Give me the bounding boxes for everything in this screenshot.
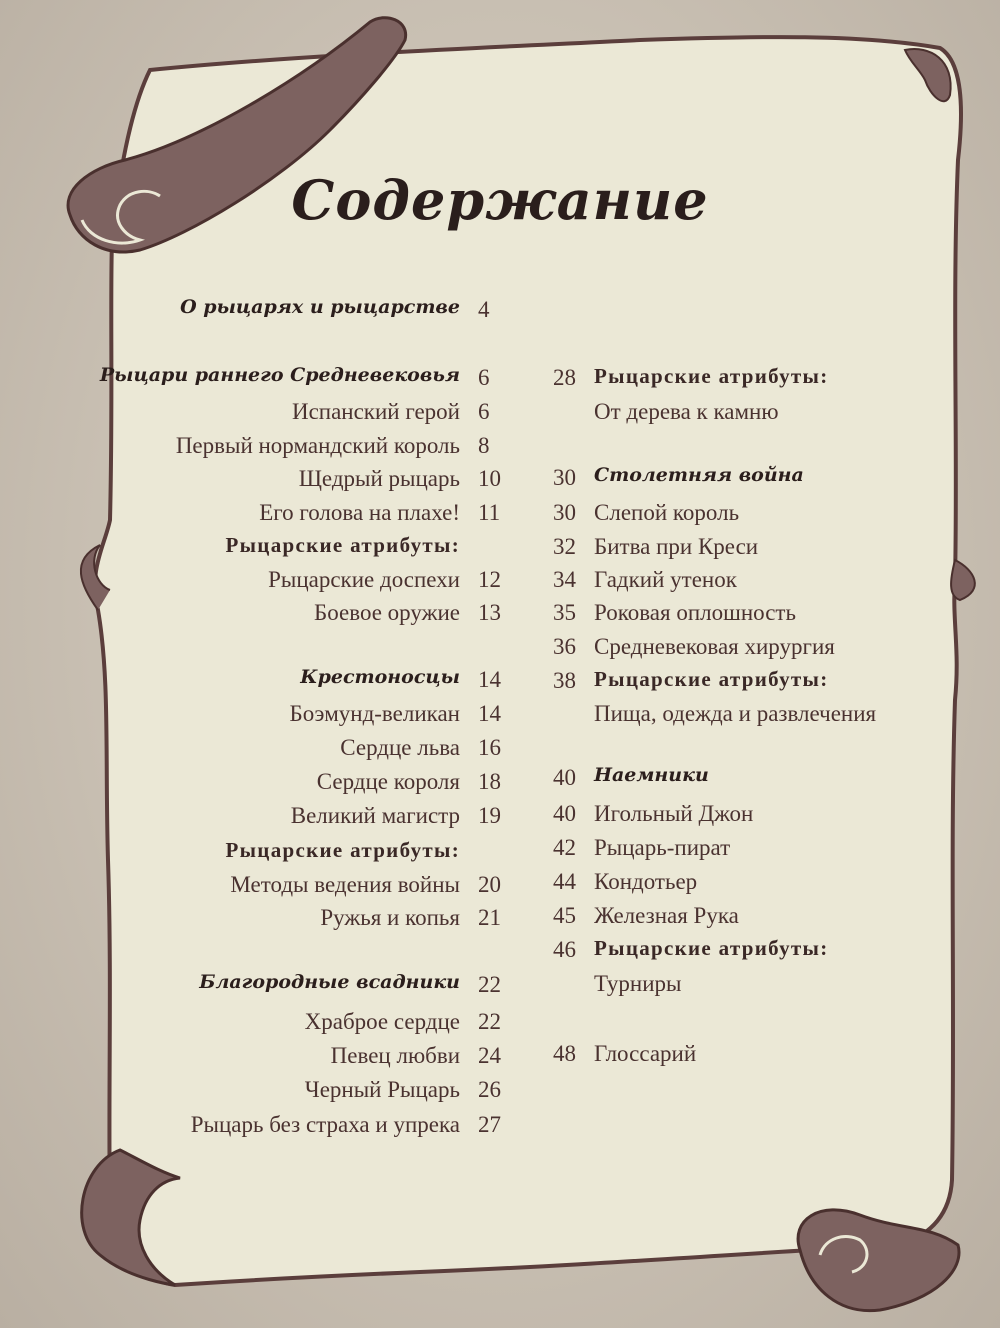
- toc-item-title: Ружья и копья: [320, 905, 460, 930]
- toc-item-title: Турниры: [594, 971, 682, 996]
- toc-item-title: Игольный Джон: [594, 801, 754, 826]
- toc-page-number: 30: [553, 500, 576, 525]
- toc-item-title: Рыцарь-пират: [594, 835, 731, 860]
- toc-page-number: 46: [553, 937, 576, 962]
- toc-page-number: 20: [478, 872, 501, 897]
- toc-attributes-heading: Рыцарские атрибуты:: [594, 364, 829, 388]
- toc-page-number: 6: [478, 365, 490, 390]
- toc-item-title: Глоссарий: [594, 1041, 697, 1066]
- toc-item-title: Пища, одежда и развлечения: [594, 701, 877, 726]
- toc-page-number: 35: [553, 600, 576, 625]
- toc-item-title: Методы ведения войны: [230, 872, 460, 897]
- toc-page-number: 12: [478, 567, 501, 592]
- toc-item-title: Слепой король: [594, 500, 740, 525]
- toc-page-number: 38: [553, 668, 576, 693]
- toc-page-number: 34: [553, 567, 576, 592]
- toc-page-number: 40: [553, 765, 576, 790]
- toc-page-number: 6: [478, 399, 490, 424]
- toc-page-number: 40: [553, 801, 576, 826]
- toc-page-number: 13: [478, 600, 501, 625]
- toc-attributes-heading: Рыцарские атрибуты:: [225, 838, 460, 862]
- toc-item-title: Рыцарь без страха и упрека: [190, 1112, 460, 1137]
- toc-page-number: 19: [478, 803, 501, 828]
- toc-page-number: 8: [478, 433, 490, 458]
- toc-item-title: Роковая оплошность: [594, 600, 796, 625]
- toc-page-number: 21: [478, 905, 501, 930]
- toc-section-title: Крестоносцы: [300, 666, 460, 688]
- toc-page-number: 48: [553, 1041, 576, 1066]
- toc-page-number: 28: [553, 365, 576, 390]
- toc-item-title: Железная Рука: [594, 903, 739, 928]
- toc-item-title: Боевое оружие: [314, 600, 460, 625]
- toc-page-number: 30: [553, 465, 576, 490]
- toc-item-title: Битва при Креси: [594, 534, 759, 559]
- toc-item-title: Храброе сердце: [304, 1009, 460, 1034]
- toc-section-title: Благородные всадники: [199, 971, 460, 993]
- toc-item-title: От дерева к камню: [594, 399, 779, 424]
- toc-item-title: Рыцарские доспехи: [268, 567, 460, 592]
- toc-page-number: 22: [478, 1009, 501, 1034]
- toc-page-number: 27: [478, 1112, 501, 1137]
- toc-item-title: Первый нормандский король: [175, 433, 460, 458]
- toc-attributes-heading: Рыцарские атрибуты:: [225, 533, 460, 557]
- toc-item-title: Средневековая хирургия: [594, 634, 835, 659]
- toc-item-title: Боэмунд-великан: [289, 701, 460, 726]
- toc-page-number: 22: [478, 972, 501, 997]
- toc-page-number: 18: [478, 769, 501, 794]
- toc-page-number: 32: [553, 534, 576, 559]
- toc-item-title: Певец любви: [330, 1043, 460, 1068]
- toc-page-number: 14: [478, 667, 501, 692]
- toc-item-title: Сердце льва: [340, 735, 460, 760]
- toc-section-title: О рыцарях и рыцарстве: [180, 296, 460, 318]
- toc-item-title: Щедрый рыцарь: [298, 466, 460, 491]
- toc-page-number: 42: [553, 835, 576, 860]
- toc-item-title: Кондотьер: [594, 869, 698, 894]
- toc-page-number: 36: [553, 634, 576, 659]
- toc-item-title: Его голова на плахе!: [259, 500, 460, 525]
- toc-page-number: 24: [478, 1043, 501, 1068]
- toc-page-number: 11: [478, 500, 501, 525]
- toc-page-number: 45: [553, 903, 576, 928]
- toc-page-number: 14: [478, 701, 501, 726]
- toc-section-title: Наемники: [594, 764, 709, 786]
- toc-page-number: 10: [478, 466, 501, 491]
- toc-item-title: Великий магистр: [290, 803, 460, 828]
- toc-page-number: 44: [553, 869, 576, 894]
- page-title: Содержание: [291, 168, 709, 232]
- toc-item-title: Испанский герой: [291, 399, 460, 424]
- toc-attributes-heading: Рыцарские атрибуты:: [594, 936, 829, 960]
- toc-item-title: Черный Рыцарь: [304, 1077, 460, 1102]
- toc-page-number: 26: [478, 1077, 501, 1102]
- scroll-fold-right: [951, 560, 975, 600]
- toc-item-title: Сердце короля: [316, 769, 460, 794]
- toc-item-title: Гадкий утенок: [594, 567, 737, 592]
- toc-section-title: Столетняя война: [594, 464, 804, 486]
- toc-section-title: Рыцари раннего Средневековья: [99, 364, 460, 386]
- toc-attributes-heading: Рыцарские атрибуты:: [594, 667, 829, 691]
- toc-page-number: 4: [478, 297, 490, 322]
- toc-page-number: 16: [478, 735, 501, 760]
